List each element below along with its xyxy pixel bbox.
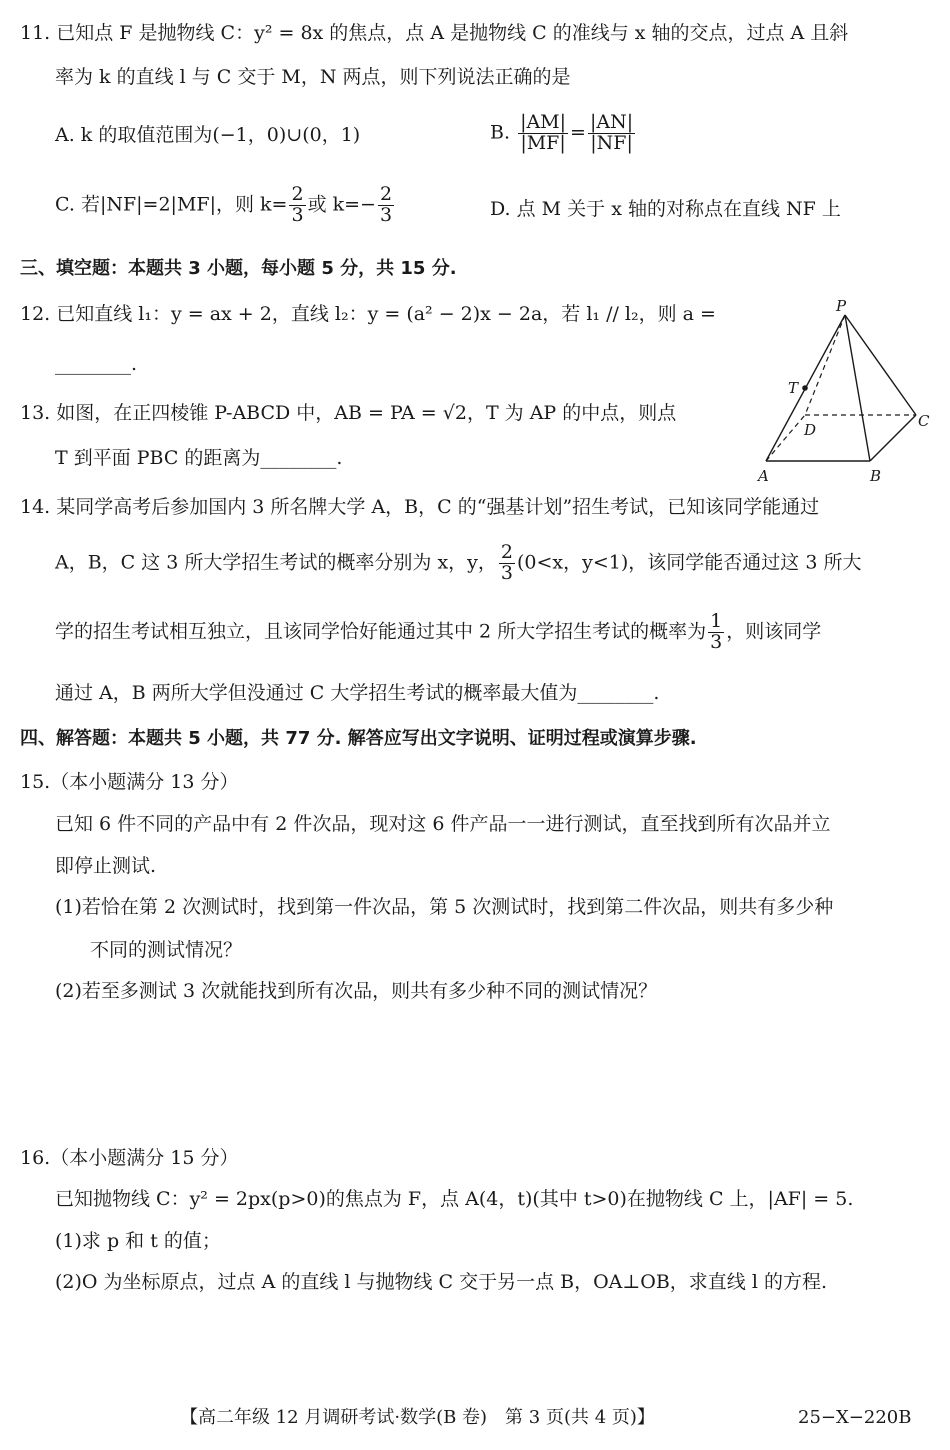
q16-heading: 16.（本小题满分 15 分） <box>20 1147 239 1169</box>
q12-line-1: 12. 已知直线 l₁：y = ax + 2，直线 l₂：y = (a² − 2)x − 2a，若 l₁ // l₂，则 a = <box>20 303 716 325</box>
label-p: P <box>836 297 847 315</box>
footer-code: 25−X−220B <box>798 1407 912 1428</box>
q15-heading: 15.（本小题满分 13 分） <box>20 771 239 793</box>
q16-part-1: (1)求 p 和 t 的值； <box>55 1230 221 1252</box>
edge-pd <box>805 315 845 415</box>
q11-line-1: 11. 已知点 F 是抛物线 C：y² = 8x 的焦点，点 A 是抛物线 C 的准线与 x 轴的交点，过点 A 且斜 <box>20 22 849 44</box>
label-t: T <box>788 379 799 397</box>
q16-part-2: (2)O 为坐标原点，过点 A 的直线 l 与抛物线 C 交于另一点 B，OA⊥OB，求直线 l 的方程. <box>55 1271 828 1293</box>
q14-line-4: 通过 A，B 两所大学但没通过 C 大学招生考试的概率最大值为________. <box>55 682 660 704</box>
q13-line-1: 13. 如图，在正四棱锥 P-ABCD 中，AB = PA = √2，T 为 AP 的中点，则点 <box>20 402 677 424</box>
label-d: D <box>804 421 817 439</box>
label-c: C <box>918 412 930 430</box>
q15-text-1: 已知 6 件不同的产品中有 2 件次品，现对这 6 件产品一一进行测试，直至找到所有次品并立 <box>55 813 831 835</box>
label-b: B <box>870 467 882 485</box>
edge-pb <box>845 315 870 461</box>
q15-part-2: (2)若至多测试 3 次就能找到所有次品，则共有多少种不同的测试情况？ <box>55 980 658 1002</box>
q15-part-1b: 不同的测试情况？ <box>90 939 243 961</box>
footer-title: 【高二年级 12 月调研考试·数学(B 卷) 第 3 页(共 4 页)】 <box>180 1407 655 1428</box>
q14-line-1: 14. 某同学高考后参加国内 3 所名牌大学 A，B，C 的“强基计划”招生考试，已知该同学能通过 <box>20 496 820 518</box>
q11-line-2: 率为 k 的直线 l 与 C 交于 M，N 两点，则下列说法正确的是 <box>55 66 571 88</box>
q15-part-1a: (1)若恰在第 2 次测试时，找到第一件次品，第 5 次测试时，找到第二件次品，则共有多少种 <box>55 896 834 918</box>
edge-ad <box>766 415 805 461</box>
edge-pc <box>845 315 916 415</box>
pyramid-figure <box>750 295 940 490</box>
section-4-heading: 四、解答题：本题共 5 小题，共 77 分. 解答应写出文字说明、证明过程或演算步骤. <box>20 728 697 749</box>
edge-bc <box>870 415 916 461</box>
q11-option-a: A. k 的取值范围为(−1，0)∪(0，1) <box>55 124 361 146</box>
q14-line-2: A，B，C 这 3 所大学招生考试的概率分别为 x，y， $\frac{2}{3}$ (0<x，y<1)，该同学能否通过这 3 所大 <box>55 541 862 584</box>
label-a: A <box>758 467 769 485</box>
q13-line-2: T 到平面 PBC 的距离为________. <box>55 447 343 469</box>
q16-text-1: 已知抛物线 C：y² = 2px(p>0)的焦点为 F，点 A(4，t)(其中 t>0)在抛物线 C 上，|AF| = 5. <box>55 1188 854 1210</box>
q12-line-2: ________. <box>55 353 138 375</box>
section-3-heading: 三、填空题：本题共 3 小题，每小题 5 分，共 15 分. <box>20 258 457 279</box>
point-t <box>802 385 808 391</box>
q15-text-2: 即停止测试. <box>55 855 157 877</box>
q11-option-b: B. $\frac{|AM|}{|MF|}$ = $\frac{|AN|}{|NF|}$ <box>490 111 634 154</box>
q14-line-3: 学的招生考试相互独立，且该同学恰好能通过其中 2 所大学招生考试的概率为 $\frac{1}{3}$ ，则该同学 <box>55 610 822 653</box>
q11-option-d: D. 点 M 关于 x 轴的对称点在直线 NF 上 <box>490 198 841 220</box>
q11-option-c: C. 若|NF|=2|MF|，则 k= $\frac{2}{3}$ 或 k=− $\frac{2}{3}$ <box>55 183 393 226</box>
